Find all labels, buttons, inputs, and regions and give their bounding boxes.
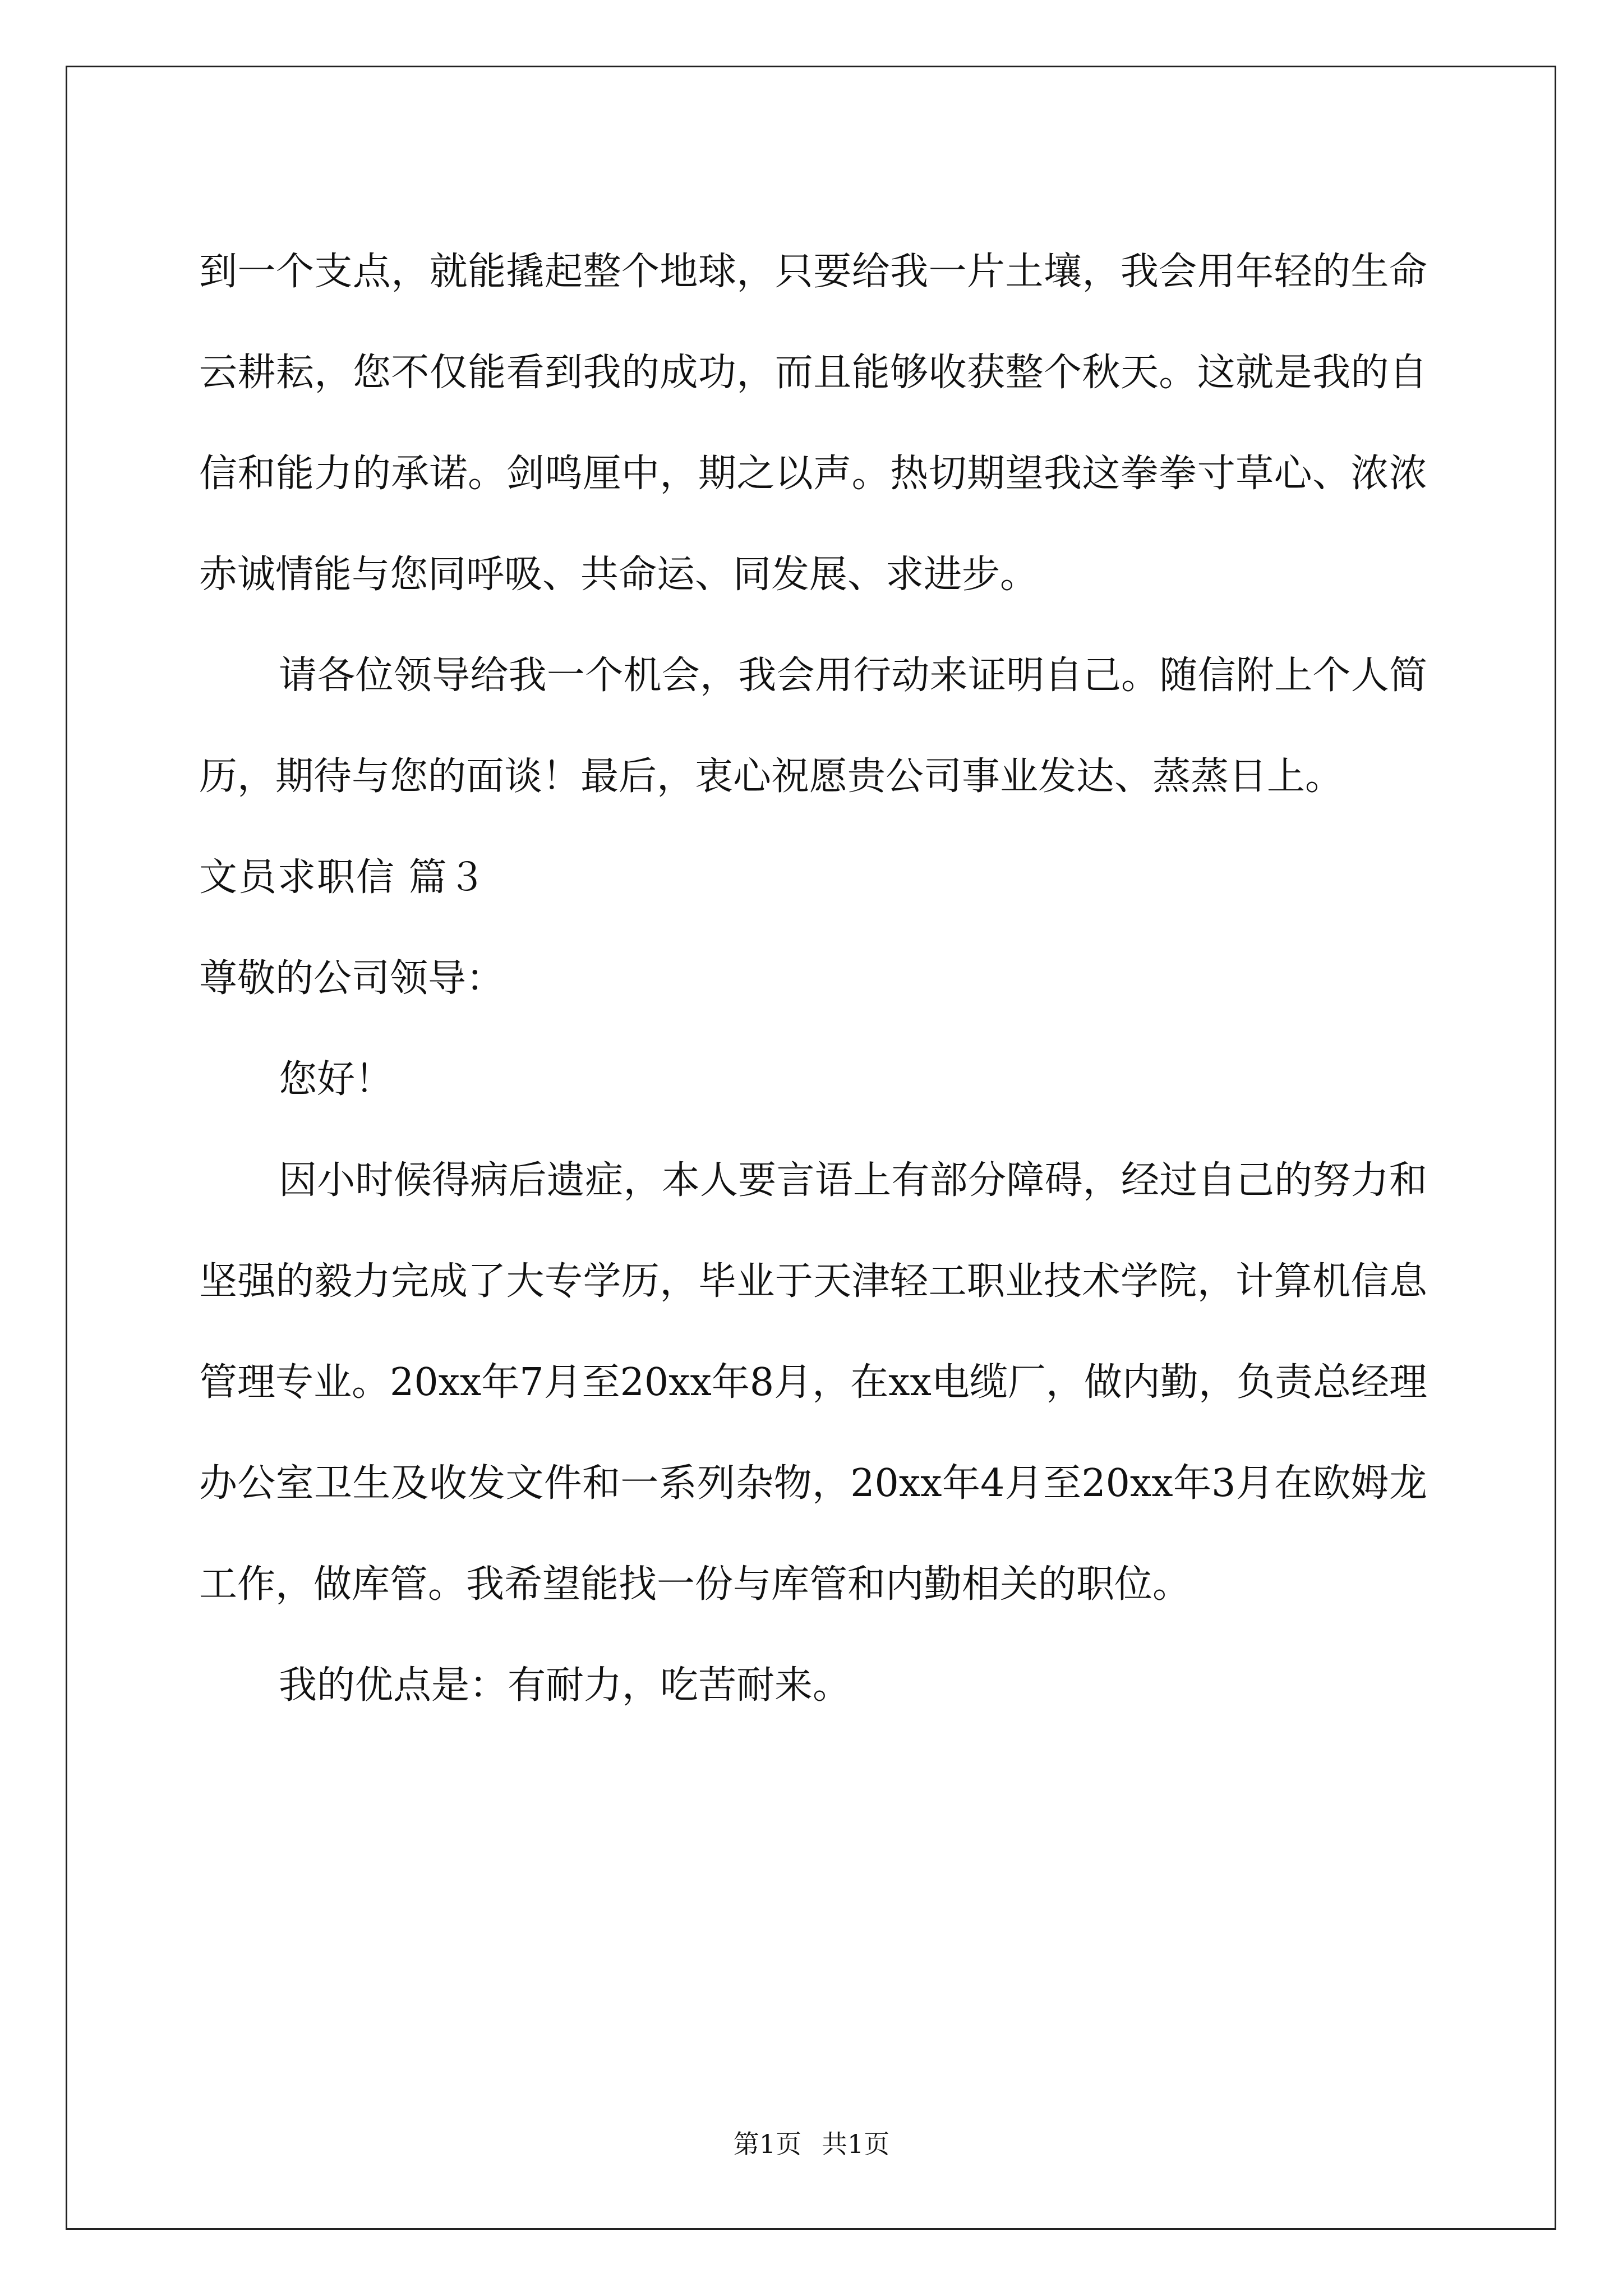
salutation: 尊敬的公司领导： bbox=[199, 956, 505, 1001]
section-title: 文员求职信 篇３ bbox=[199, 855, 487, 900]
greeting: 您好！ bbox=[279, 1057, 394, 1102]
page-number-current: 第1页 bbox=[733, 2129, 801, 2159]
paragraph-request: 请各位领导给我一个机会，我会用行动来证明自己。随信附上个人简历，期待与您的面谈！最后，衷心祝愿贵公司事业发达、蒸蒸日上。 bbox=[199, 654, 1427, 799]
page-number-total: 共1页 bbox=[822, 2129, 890, 2159]
paragraph-background: 因小时候得病后遗症，本人要言语上有部分障碍，经过自己的努力和坚强的毅力完成了大专学历，毕业于天津轻工职业技术学院，计算机信息管理专业。20xx年7月至20xx年8月，在xx电缆厂，做内勤，负责总经理办公室卫生及收发文件和一系列杂物，20xx年4月至20xx年3月在欧姆龙工作，做库管。我希望能找一份与库管和内勤相关的职位。 bbox=[199, 1158, 1427, 1607]
page-footer bbox=[0, 2127, 1623, 2161]
paragraph-strengths: 我的优点是：有耐力，吃苦耐来。 bbox=[279, 1663, 851, 1708]
document-body bbox=[199, 222, 1427, 1736]
paragraph-continuation: 到一个支点，就能撬起整个地球，只要给我一片土壤，我会用年轻的生命云耕耘，您不仅能看到我的成功，而且能够收获整个秋天。这就是我的自信和能力的承诺。剑鸣厘中，期之以声。热切期望我这拳拳寸草心、浓浓赤诚情能与您同呼吸、共命运、同发展、求进步。 bbox=[199, 250, 1427, 597]
